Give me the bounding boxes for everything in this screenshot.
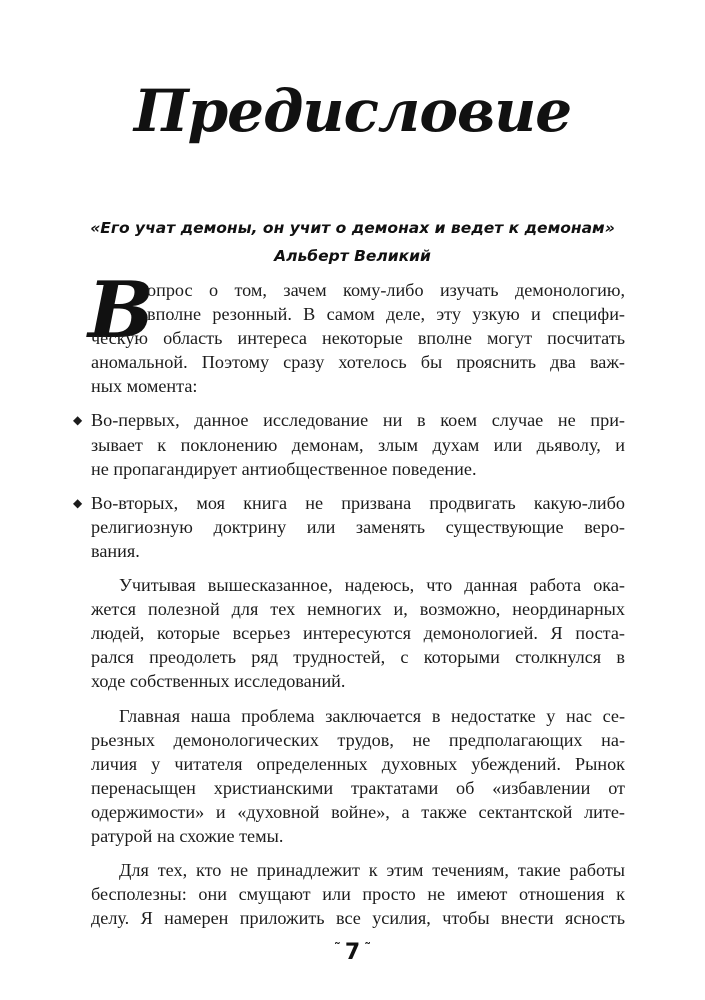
epigraph [0,214,705,270]
text-line: личия у читателя определенных духовных убеждений. Рынок [91,753,625,774]
text-line: жется полезной для тех немногих и, возможно, неординарных [91,599,625,620]
text-line: Главная наша проблема заключается в недостатке у нас се- [119,705,625,726]
text-line: ных момента: [91,376,198,397]
page-number [0,940,705,965]
bullet-item-2 [73,491,625,563]
drop-cap: В [88,265,154,356]
epigraph-quote: «Его учат демоны, он учит о демонах и ведет к демонам» [90,219,615,237]
text-line: опрос о том, зачем кому-либо изучать демонологию, [147,280,625,300]
text-line: делу. Я намерен приложить все усилия, чтобы внести ясность [91,908,625,929]
text-line: одержимости» и «духовной войне», а также сектантской лите- [91,801,625,822]
text-line: ратурой на схожие темы. [91,825,284,846]
text-line: ходе собственных исследований. [91,671,346,692]
text-line: бесполезны: они смущают или просто не имеют отношения к [91,884,625,905]
text-line: религиозную доктрину или заменять существующие веро- [91,516,625,537]
text-line: Во-вторых, моя книга не призвана продвигать какую-либо [91,492,625,513]
paragraph-3 [91,704,625,849]
ornament-right-icon: ˜ [364,941,372,957]
ornament-left-icon: ˜ [333,941,341,957]
text-line: Для тех, кто не принадлежит к этим течениям, такие работы [119,860,625,881]
bullet-icon: ◆ [73,495,83,510]
page-number-value: 7 [344,940,361,965]
text-line: рьезных демонологических трудов, не предполагающих на- [91,729,625,750]
body-text [73,278,625,930]
text-line: не пропагандирует антиобщественное поведение. [91,458,477,479]
bullet-item-1 [73,408,625,480]
text-line: Во-первых, данное исследование ни в коем случае не при- [91,410,625,431]
text-line: рался преодолеть ряд трудностей, с которыми столкнулся в [91,647,625,668]
text-line: перенасыщен христианскими трактатами об «избавлении от [91,777,625,798]
text-line: вполне резонный. В самом деле, эту узкую и специфи- [147,304,625,325]
text-line: зывает к поклонению демонам, злым духам или дьяволу, и [91,434,625,455]
text-line: вания. [91,540,140,561]
paragraph-2 [91,573,625,693]
page-title: Предисловие [133,77,572,145]
text-line: аномальной. Поэтому сразу хотелось бы прояснить два важ- [91,352,625,373]
epigraph-author: Альберт Великий [274,247,431,265]
text-line: людей, которые всерьез интересуются демонологией. Я поста- [91,623,625,644]
bullet-icon: ◆ [73,413,83,428]
paragraph-4 [91,858,625,930]
text-line: ческую область интереса некоторые вполне могут посчитать [91,328,625,349]
text-line: Учитывая вышесказанное, надеюсь, что данная работа ока- [119,575,625,596]
paragraph-1 [91,278,625,398]
